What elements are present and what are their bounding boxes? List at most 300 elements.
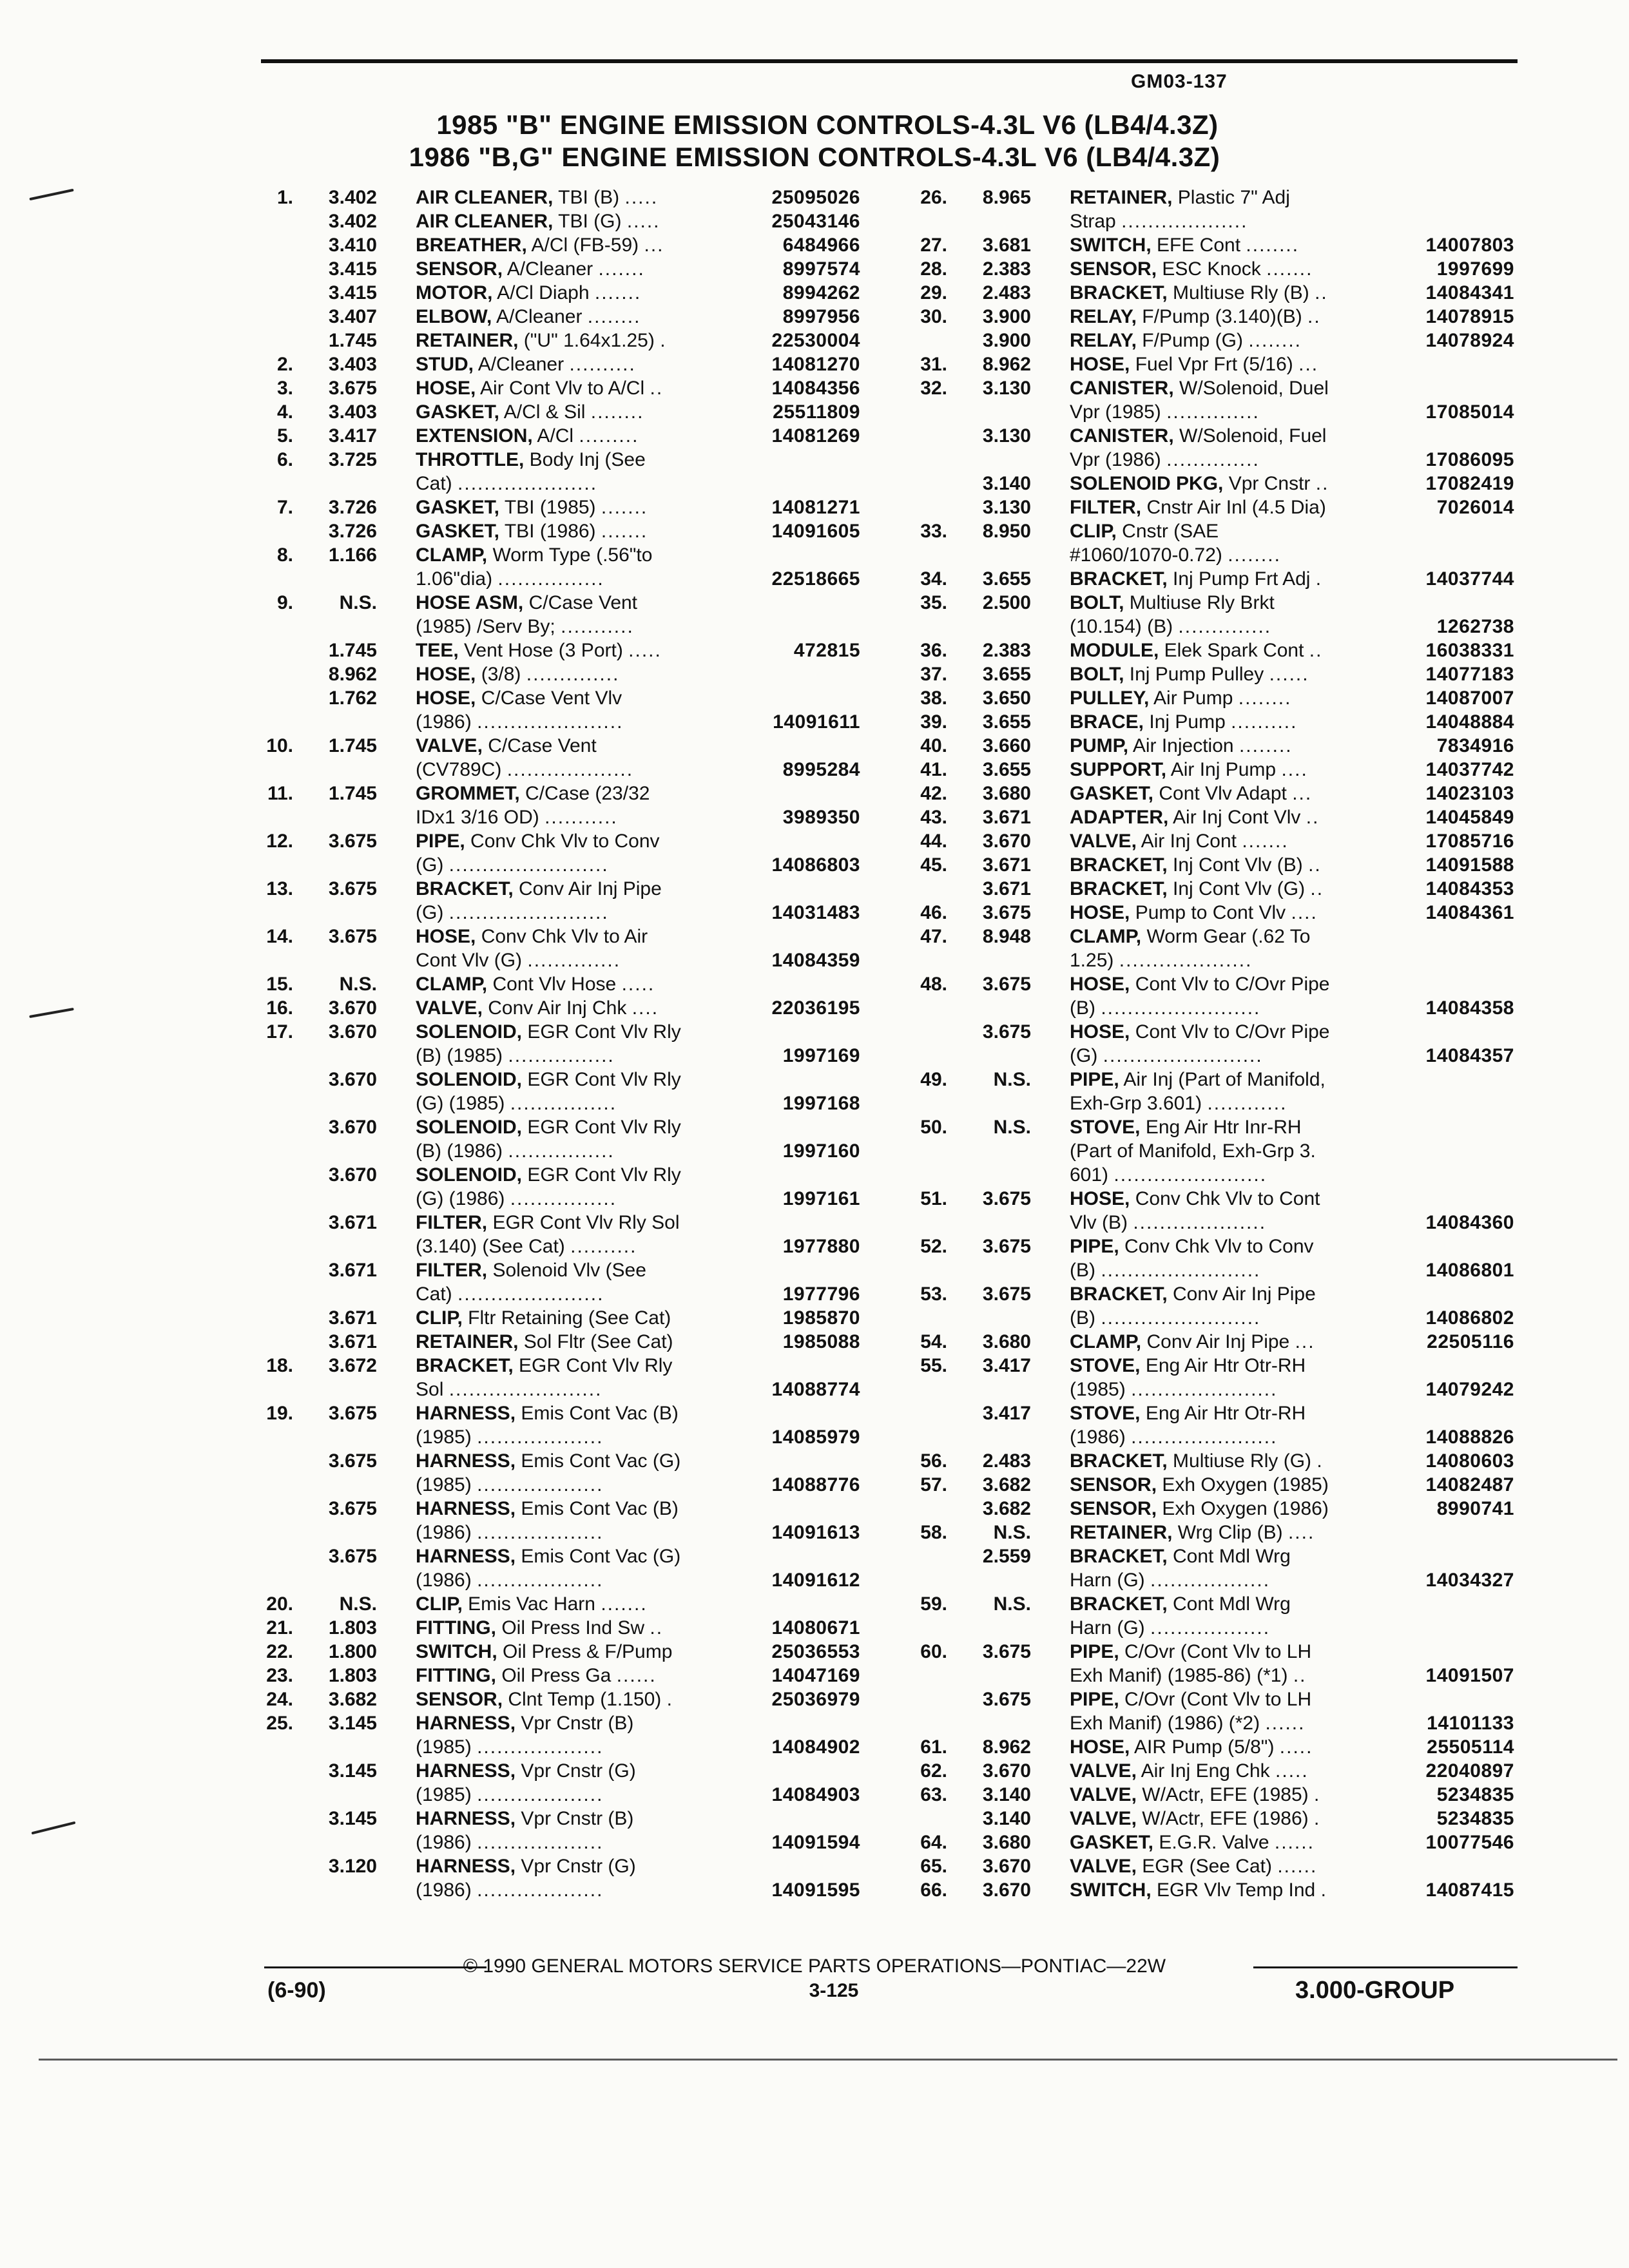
- part-row: [242, 1783, 860, 1807]
- leader-dots: .......: [601, 1593, 648, 1615]
- part-row: [242, 734, 860, 758]
- part-description: [1070, 1258, 1392, 1282]
- group-number: 8.962: [328, 664, 377, 685]
- part-name: CANISTER,: [1070, 425, 1174, 447]
- part-name: HOSE,: [1070, 354, 1130, 375]
- group-number: 3.675: [982, 1021, 1031, 1043]
- group-number: 3.675: [328, 926, 377, 947]
- group-number: 3.670: [982, 1760, 1031, 1782]
- part-row: [896, 1258, 1514, 1282]
- part-name: FILTER,: [1070, 497, 1142, 518]
- leader-dots: ..................: [1150, 1617, 1271, 1639]
- leader-dots: .....: [1279, 1736, 1313, 1758]
- part-name: GASKET,: [1070, 783, 1154, 804]
- part-row: [242, 925, 860, 948]
- part-number: 1985870: [782, 1307, 860, 1329]
- part-row: [242, 1616, 860, 1640]
- part-number: 14091595: [771, 1879, 860, 1901]
- item-ref-number: 27.: [920, 235, 947, 256]
- part-detail: (1986): [1070, 1427, 1126, 1448]
- item-ref-number: 33.: [920, 521, 947, 542]
- part-description: [1070, 1831, 1392, 1854]
- part-row: [896, 1235, 1514, 1258]
- part-row: [896, 1807, 1514, 1831]
- group-number: 3.655: [982, 759, 1031, 780]
- group-number: 3.407: [328, 306, 377, 327]
- part-description: [1070, 948, 1392, 972]
- part-row: [896, 1378, 1514, 1401]
- part-number: 14047169: [771, 1665, 860, 1686]
- part-row: [896, 877, 1514, 901]
- part-number: 8994262: [782, 282, 860, 303]
- part-detail: (B): [1070, 997, 1095, 1019]
- item-ref-number: 45.: [920, 854, 947, 876]
- part-description: [416, 1831, 738, 1854]
- item-ref-number: 3.: [276, 378, 293, 399]
- part-detail: Eng Air Htr Inr-RH: [1145, 1117, 1302, 1138]
- part-number: 14088776: [771, 1474, 860, 1495]
- part-detail: Cont Vlv to C/Ovr Pipe: [1135, 974, 1330, 995]
- part-number: 14091613: [771, 1522, 860, 1543]
- part-description: [1070, 472, 1392, 495]
- group-number: 2.500: [982, 592, 1031, 613]
- part-number: 14037742: [1425, 759, 1514, 780]
- part-number: 472815: [793, 640, 860, 661]
- part-name: PIPE,: [1070, 1069, 1119, 1090]
- part-number: 14007803: [1425, 235, 1514, 256]
- part-row: [896, 1044, 1514, 1068]
- part-number: 25095026: [771, 187, 860, 208]
- part-row: [896, 1091, 1514, 1115]
- item-ref-number: 21.: [266, 1617, 293, 1639]
- part-description: [1070, 1235, 1392, 1258]
- footer-date-code: (6-90): [267, 1978, 326, 2003]
- leader-dots: ..............: [527, 950, 621, 971]
- part-detail: (1986): [416, 1832, 472, 1853]
- part-name: MOTOR,: [416, 282, 493, 303]
- group-number: 3.671: [328, 1331, 377, 1352]
- group-number: 3.140: [982, 473, 1031, 494]
- part-name: PUMP,: [1070, 735, 1129, 756]
- part-description: [416, 1878, 738, 1902]
- part-description: [1070, 925, 1392, 948]
- part-row: [896, 758, 1514, 782]
- item-ref-number: 35.: [920, 592, 947, 613]
- part-number: 1262738: [1436, 616, 1514, 637]
- part-row: [896, 329, 1514, 352]
- part-detail: A/Cl (FB-59): [531, 235, 639, 256]
- group-number: 3.145: [328, 1760, 377, 1782]
- part-detail: Sol Fltr (See Cat): [523, 1331, 673, 1352]
- part-number: 5234835: [1436, 1808, 1514, 1829]
- part-detail: Emis Cont Vac (G): [521, 1546, 681, 1567]
- part-row: [896, 257, 1514, 281]
- item-ref-number: 42.: [920, 783, 947, 804]
- part-row: [896, 1568, 1514, 1592]
- part-row: [242, 1687, 860, 1711]
- part-description: [416, 782, 738, 805]
- scan-bottom-rule: [39, 2059, 1617, 2061]
- item-ref-number: 10.: [266, 735, 293, 756]
- part-detail: C/Ovr (Cont Vlv to LH: [1124, 1641, 1312, 1662]
- leader-dots: ................: [497, 568, 604, 590]
- part-row: [896, 186, 1514, 209]
- part-detail: Inj Pump Frt Adj: [1173, 568, 1311, 590]
- part-row: [242, 519, 860, 543]
- part-row: [242, 615, 860, 639]
- part-detail: Conv Chk Vlv to Conv: [470, 831, 660, 852]
- part-description: [416, 424, 738, 448]
- part-name: GASKET,: [1070, 1832, 1154, 1853]
- part-description: [1070, 209, 1392, 233]
- part-detail: Conv Chk Vlv to Cont: [1135, 1188, 1320, 1209]
- leader-dots: ...........: [561, 616, 634, 637]
- part-description: [1070, 591, 1392, 615]
- part-detail: #1060/1070-0.72): [1070, 544, 1222, 566]
- part-name: BOLT,: [1070, 664, 1124, 685]
- part-row: [242, 209, 860, 233]
- part-number: 14084359: [771, 950, 860, 971]
- part-row: [242, 1759, 860, 1783]
- part-detail: EGR Vlv Temp Ind: [1157, 1879, 1316, 1901]
- group-number: 3.675: [982, 1236, 1031, 1257]
- part-description: [416, 1425, 738, 1449]
- part-detail: Cont Mdl Wrg: [1173, 1593, 1291, 1615]
- part-description: [1070, 281, 1392, 305]
- part-detail: Conv Air Inj Pipe: [1146, 1331, 1290, 1352]
- part-description: [1070, 1568, 1392, 1592]
- part-number: 17086095: [1425, 449, 1514, 470]
- part-detail: C/Case Vent: [488, 735, 597, 756]
- leader-dots: ....: [631, 997, 659, 1019]
- part-row: [896, 543, 1514, 567]
- part-number: 25043146: [771, 211, 860, 232]
- leader-dots: .........: [579, 425, 639, 447]
- item-ref-number: 4.: [276, 401, 293, 423]
- part-number: 14082487: [1425, 1474, 1514, 1495]
- part-detail: EGR Cont Vlv Rly: [527, 1021, 681, 1043]
- part-detail: (G): [1070, 1045, 1098, 1066]
- part-detail: A/Cl & Sil: [503, 401, 586, 423]
- part-row: [242, 972, 860, 996]
- part-detail: W/Solenoid, Duel: [1179, 378, 1329, 399]
- part-row: [896, 639, 1514, 662]
- part-detail: Conv Air Inj Pipe: [519, 878, 662, 899]
- part-description: [416, 1783, 738, 1807]
- part-row: [896, 1664, 1514, 1687]
- part-number: 14086803: [771, 854, 860, 876]
- leader-dots: ........................: [448, 854, 609, 876]
- group-number: N.S.: [339, 1593, 377, 1615]
- part-detail: A/Cleaner: [506, 258, 593, 280]
- part-row: [242, 996, 860, 1020]
- part-number: 22505116: [1427, 1331, 1514, 1352]
- part-detail: 601): [1070, 1164, 1109, 1186]
- group-number: 3.130: [982, 425, 1031, 447]
- part-description: [416, 1568, 738, 1592]
- part-name: FILTER,: [416, 1212, 488, 1233]
- part-description: [1070, 352, 1392, 376]
- part-row: [242, 1139, 860, 1163]
- part-description: [1070, 1211, 1392, 1235]
- group-number: N.S.: [993, 1593, 1031, 1615]
- part-detail: Vpr Cnstr (G): [521, 1760, 636, 1782]
- part-detail: Cnstr (SAE: [1122, 521, 1219, 542]
- group-number: 1.803: [328, 1665, 377, 1686]
- leader-dots: ...................: [477, 1784, 604, 1805]
- leader-dots: ...: [644, 235, 664, 256]
- part-number: 8990741: [1436, 1498, 1514, 1519]
- part-row: [896, 1831, 1514, 1854]
- group-number: 3.675: [982, 974, 1031, 995]
- leader-dots: ........................: [448, 902, 609, 923]
- part-detail: (B): [1070, 1307, 1095, 1329]
- part-name: BRACKET,: [1070, 854, 1168, 876]
- part-name: HARNESS,: [416, 1856, 516, 1877]
- group-number: 3.417: [982, 1403, 1031, 1424]
- group-number: 3.680: [982, 1331, 1031, 1352]
- item-ref-number: 50.: [920, 1117, 947, 1138]
- part-description: [416, 1068, 738, 1091]
- leader-dots: ............: [1207, 1093, 1287, 1114]
- part-detail: EGR (See Cat): [1142, 1856, 1272, 1877]
- part-description: [1070, 1449, 1392, 1473]
- part-description: [1070, 305, 1392, 329]
- leader-dots: ....: [1287, 1522, 1315, 1543]
- part-name: CANISTER,: [1070, 378, 1174, 399]
- leader-dots: ..: [1315, 282, 1328, 303]
- part-description: [416, 1401, 738, 1425]
- group-number: 3.675: [982, 902, 1031, 923]
- part-name: VALVE,: [416, 735, 483, 756]
- leader-dots: ........: [1248, 330, 1302, 351]
- part-name: SOLENOID,: [416, 1164, 523, 1186]
- item-ref-number: 63.: [920, 1784, 947, 1805]
- leader-dots: ......: [1269, 664, 1309, 685]
- part-description: [1070, 1497, 1392, 1521]
- part-name: STUD,: [416, 354, 474, 375]
- leader-dots: ........: [1238, 687, 1292, 709]
- item-ref-number: 59.: [920, 1593, 947, 1615]
- part-name: TEE,: [416, 640, 459, 661]
- part-description: [1070, 901, 1392, 925]
- group-number: 1.803: [328, 1617, 377, 1639]
- leader-dots: ....................: [1133, 1212, 1267, 1233]
- part-row: [896, 209, 1514, 233]
- group-number: 3.675: [328, 1498, 377, 1519]
- part-row: [896, 1401, 1514, 1425]
- item-ref-number: 53.: [920, 1283, 947, 1305]
- part-number: 14091605: [771, 521, 860, 542]
- part-detail: Exh Manif) (1985-86) (*1): [1070, 1665, 1288, 1686]
- part-number: 14084361: [1425, 902, 1514, 923]
- part-number: 17085014: [1425, 401, 1514, 423]
- part-detail: IDx1 3/16 OD): [416, 807, 539, 828]
- part-description: [416, 400, 738, 424]
- part-description: [1070, 829, 1392, 853]
- part-row: [242, 1091, 860, 1115]
- part-description: [416, 257, 738, 281]
- part-number: 14087007: [1425, 687, 1514, 709]
- group-number: 3.670: [982, 1879, 1031, 1901]
- part-description: [1070, 758, 1392, 782]
- part-name: HARNESS,: [416, 1498, 516, 1519]
- part-number: 1997168: [782, 1093, 860, 1114]
- part-description: [1070, 1544, 1392, 1568]
- item-ref-number: 49.: [920, 1069, 947, 1090]
- part-detail: AIR Pump (5/8"): [1134, 1736, 1275, 1758]
- part-detail: Emis Cont Vac (B): [521, 1403, 679, 1424]
- part-detail: C/Ovr (Cont Vlv to LH: [1124, 1689, 1312, 1710]
- group-number: 1.745: [328, 735, 377, 756]
- part-row: [242, 639, 860, 662]
- group-number: N.S.: [993, 1522, 1031, 1543]
- part-description: [416, 1544, 738, 1568]
- part-detail: ESC Knock: [1162, 258, 1261, 280]
- part-description: [1070, 1139, 1392, 1163]
- item-ref-number: 17.: [266, 1021, 293, 1043]
- part-description: [416, 1664, 738, 1687]
- leader-dots: ........................: [1103, 1045, 1263, 1066]
- part-row: [242, 1020, 860, 1044]
- part-number: 1977796: [782, 1283, 860, 1305]
- group-number: 3.900: [982, 306, 1031, 327]
- part-detail: (B): [1070, 1260, 1095, 1281]
- part-detail: Emis Vac Harn: [468, 1593, 595, 1615]
- part-number: 14084903: [771, 1784, 860, 1805]
- part-detail: Conv Air Inj Pipe: [1173, 1283, 1316, 1305]
- group-number: 3.675: [328, 378, 377, 399]
- part-detail: (1985): [1070, 1379, 1126, 1400]
- part-row: [242, 1735, 860, 1759]
- part-description: [1070, 1354, 1392, 1378]
- group-number: 3.672: [328, 1355, 377, 1376]
- part-detail: (G) (1986): [416, 1188, 505, 1209]
- group-number: 3.671: [982, 878, 1031, 899]
- part-description: [416, 710, 738, 734]
- part-row: [242, 1568, 860, 1592]
- part-name: HOSE,: [1070, 1021, 1130, 1043]
- parts-list-left-column: [242, 186, 860, 1902]
- part-row: [896, 805, 1514, 829]
- part-row: [896, 567, 1514, 591]
- part-row: [896, 1115, 1514, 1139]
- part-row: [896, 376, 1514, 400]
- part-row: [896, 972, 1514, 996]
- part-name: PIPE,: [1070, 1689, 1119, 1710]
- part-detail: (1985) /Serv By;: [416, 616, 555, 637]
- part-name: FILTER,: [416, 1260, 488, 1281]
- part-description: [416, 376, 738, 400]
- part-number: 14088774: [771, 1379, 860, 1400]
- part-name: SENSOR,: [1070, 1474, 1157, 1495]
- part-description: [1070, 686, 1392, 710]
- part-row: [896, 1521, 1514, 1544]
- group-number: 3.680: [982, 1832, 1031, 1853]
- part-description: [1070, 1044, 1392, 1068]
- leader-dots: ......................: [477, 711, 624, 733]
- group-number: 3.671: [982, 807, 1031, 828]
- part-number: 25036553: [771, 1641, 860, 1662]
- part-name: RETAINER,: [416, 1331, 519, 1352]
- part-detail: (1986): [416, 1570, 472, 1591]
- footer-group: 3.000-GROUP: [1295, 1977, 1455, 2004]
- group-number: 1.800: [328, 1641, 377, 1662]
- part-description: [416, 1711, 738, 1735]
- part-detail: Cat): [416, 473, 452, 494]
- parts-list-right-column: [896, 186, 1514, 1902]
- part-detail: Multiuse Rly (B): [1173, 282, 1309, 303]
- part-description: [1070, 1163, 1392, 1187]
- leader-dots: .....................: [458, 473, 598, 494]
- item-ref-number: 37.: [920, 664, 947, 685]
- part-name: FITTING,: [416, 1665, 496, 1686]
- part-detail: 1.06"dia): [416, 568, 493, 590]
- part-row: [896, 1020, 1514, 1044]
- part-name: SWITCH,: [1070, 1879, 1152, 1901]
- part-name: BREATHER,: [416, 235, 527, 256]
- part-number: 1997699: [1436, 258, 1514, 280]
- leader-dots: ....................: [1119, 950, 1253, 971]
- item-ref-number: 43.: [920, 807, 947, 828]
- part-row: [242, 448, 860, 472]
- part-name: CLAMP,: [1070, 926, 1142, 947]
- part-name: ELBOW,: [416, 306, 492, 327]
- leader-dots: ....: [1281, 759, 1308, 780]
- part-detail: Elek Spark Cont: [1164, 640, 1304, 661]
- leader-dots: .......................: [448, 1379, 602, 1400]
- part-number: 10077546: [1425, 1832, 1514, 1853]
- leader-dots: ..: [1315, 473, 1329, 494]
- part-number: 14084902: [771, 1736, 860, 1758]
- part-name: PIPE,: [416, 831, 465, 852]
- part-description: [1070, 996, 1392, 1020]
- part-detail: A/Cleaner: [496, 306, 583, 327]
- part-description: [416, 305, 738, 329]
- leader-dots: ..: [650, 1617, 664, 1639]
- leader-dots: ...................: [477, 1522, 604, 1543]
- part-description: [416, 567, 738, 591]
- part-detail: Worm Gear (.62 To: [1146, 926, 1311, 947]
- group-number: 2.483: [982, 1450, 1031, 1472]
- part-name: HOSE ASM,: [416, 592, 524, 613]
- group-number: 3.655: [982, 568, 1031, 590]
- group-number: 8.962: [982, 1736, 1031, 1758]
- part-name: SENSOR,: [416, 258, 503, 280]
- part-name: BRACKET,: [1070, 282, 1168, 303]
- part-row: [242, 1592, 860, 1616]
- item-ref-number: 62.: [920, 1760, 947, 1782]
- part-detail: Cont Vlv Hose: [492, 974, 617, 995]
- part-row: [896, 1139, 1514, 1163]
- part-detail: Inj Pump: [1149, 711, 1226, 733]
- item-ref-number: 24.: [266, 1689, 293, 1710]
- part-number: 14045849: [1425, 807, 1514, 828]
- header-rule: [261, 59, 1518, 63]
- part-detail: Cont Vlv to C/Ovr Pipe: [1135, 1021, 1330, 1043]
- part-row: [896, 519, 1514, 543]
- leader-dots: ...................: [477, 1570, 604, 1591]
- part-description: [416, 186, 738, 209]
- leader-dots: ..: [1310, 878, 1324, 899]
- item-ref-number: 60.: [920, 1641, 947, 1662]
- part-detail: TBI (B): [558, 187, 620, 208]
- part-row: [896, 1616, 1514, 1640]
- part-detail: Air Injection: [1132, 735, 1234, 756]
- part-detail: Conv Chk Vlv to Conv: [1124, 1236, 1314, 1257]
- part-name: HARNESS,: [416, 1403, 516, 1424]
- item-ref-number: 48.: [920, 974, 947, 995]
